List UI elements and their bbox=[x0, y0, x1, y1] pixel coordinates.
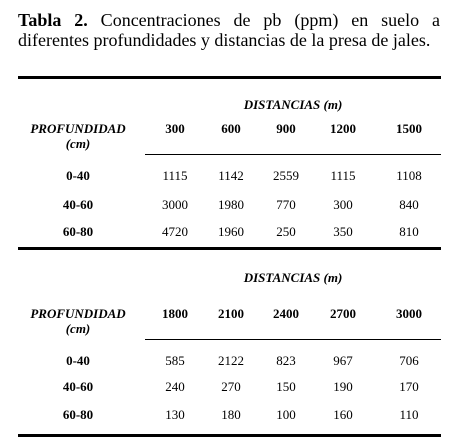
caption-label: Tabla 2. bbox=[18, 10, 88, 30]
middle-rule bbox=[18, 247, 441, 250]
caption-text: Concentraciones de pb (ppm) en suelo a diferentes profundidades y distancias de la presa de jales. bbox=[18, 10, 441, 50]
table-cell: 706 bbox=[399, 353, 419, 368]
table-cell: 823 bbox=[276, 353, 296, 368]
table-cell: 150 bbox=[276, 379, 296, 394]
table-cell: 110 bbox=[399, 407, 419, 422]
column-header: 2700 bbox=[330, 306, 356, 321]
table-cell: 1115 bbox=[162, 168, 188, 183]
column-header: 2100 bbox=[218, 306, 244, 321]
table-cell: 1142 bbox=[218, 168, 244, 183]
table-cell: 1108 bbox=[396, 168, 422, 183]
table-cell: 270 bbox=[221, 379, 241, 394]
distances-header: DISTANCIAS (m) bbox=[243, 97, 343, 112]
row-label: 40-60 bbox=[62, 197, 94, 212]
row-label: 60-80 bbox=[62, 407, 94, 422]
table-cell: 585 bbox=[165, 353, 185, 368]
table-caption bbox=[18, 10, 440, 50]
top-rule bbox=[18, 76, 441, 79]
table-cell: 4720 bbox=[162, 224, 188, 239]
distances-header: DISTANCIAS (m) bbox=[243, 270, 343, 285]
table-cell: 1960 bbox=[218, 224, 244, 239]
row-label: 40-60 bbox=[62, 379, 94, 394]
table-cell: 350 bbox=[333, 224, 353, 239]
table-cell: 100 bbox=[276, 407, 296, 422]
header-rule bbox=[145, 339, 441, 340]
column-header: 3000 bbox=[396, 306, 422, 321]
column-header: 1500 bbox=[396, 121, 422, 136]
column-header: 1800 bbox=[162, 306, 188, 321]
table-cell: 160 bbox=[333, 407, 353, 422]
table-cell: 1115 bbox=[330, 168, 356, 183]
table-cell: 170 bbox=[399, 379, 419, 394]
table-cell: 300 bbox=[333, 197, 353, 212]
table-cell: 180 bbox=[221, 407, 241, 422]
table-cell: 3000 bbox=[162, 197, 188, 212]
row-label: 60-80 bbox=[62, 224, 94, 239]
table-cell: 130 bbox=[165, 407, 185, 422]
table-cell: 840 bbox=[399, 197, 419, 212]
table-cell: 770 bbox=[276, 197, 296, 212]
column-header: 300 bbox=[165, 121, 185, 136]
table-cell: 190 bbox=[333, 379, 353, 394]
table-cell: 810 bbox=[399, 224, 419, 239]
table-cell: 967 bbox=[333, 353, 353, 368]
bottom-rule bbox=[18, 434, 441, 437]
row-label: 0-40 bbox=[66, 168, 90, 183]
header-rule bbox=[145, 154, 441, 155]
table-cell: 250 bbox=[276, 224, 296, 239]
table-cell: 2559 bbox=[273, 168, 299, 183]
row-label: 0-40 bbox=[66, 353, 90, 368]
column-header: 2400 bbox=[273, 306, 299, 321]
column-header: 900 bbox=[276, 121, 296, 136]
depth-header: PROFUNDIDAD (cm) bbox=[30, 306, 126, 336]
depth-header: PROFUNDIDAD (cm) bbox=[30, 121, 126, 151]
column-header: 1200 bbox=[330, 121, 356, 136]
table-cell: 2122 bbox=[218, 353, 244, 368]
table-cell: 1980 bbox=[218, 197, 244, 212]
column-header: 600 bbox=[221, 121, 241, 136]
table-cell: 240 bbox=[165, 379, 185, 394]
